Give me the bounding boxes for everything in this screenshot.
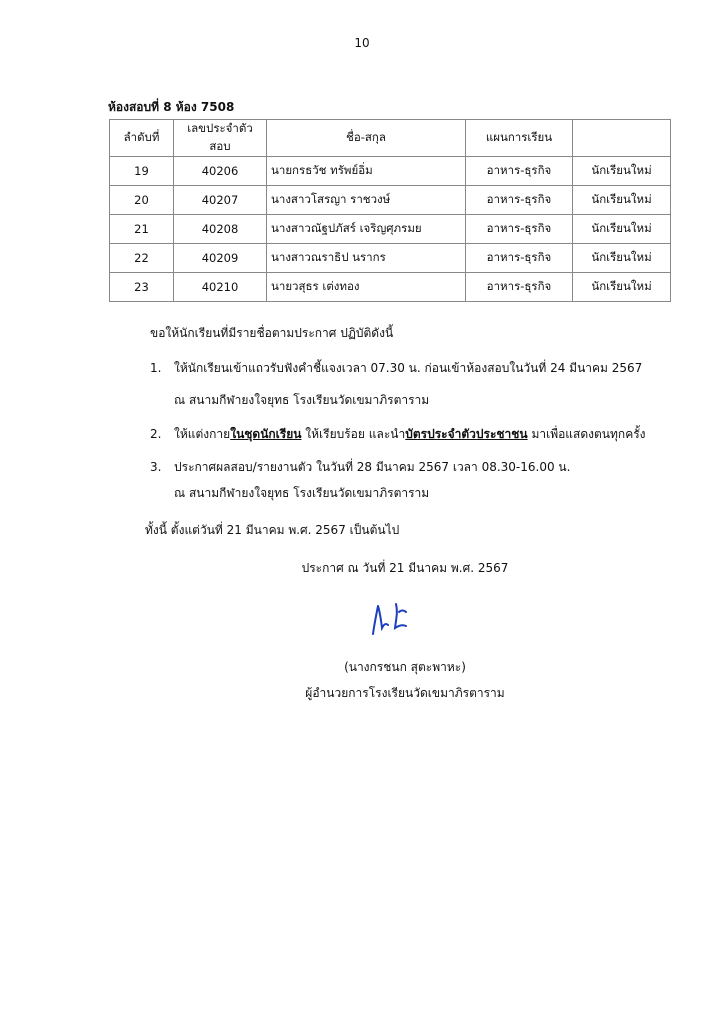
item-text: ให้เรียบร้อย และนำ bbox=[301, 427, 406, 441]
signature-icon bbox=[368, 598, 418, 638]
signer-title: ผู้อำนวยการโรงเรียนวัดเขมาภิรตาราม bbox=[305, 686, 505, 700]
cell-order: 22 bbox=[110, 244, 174, 273]
exam-room-table bbox=[109, 119, 671, 302]
item-number: 1. bbox=[150, 361, 162, 375]
cell-order: 21 bbox=[110, 215, 174, 244]
cell-program: อาหาร-ธุรกิจ bbox=[466, 244, 573, 273]
cell-order: 23 bbox=[110, 273, 174, 302]
cell-order: 20 bbox=[110, 186, 174, 215]
item-number: 2. bbox=[150, 427, 162, 441]
cell-program: อาหาร-ธุรกิจ bbox=[466, 186, 573, 215]
cell-program: อาหาร-ธุรกิจ bbox=[466, 157, 573, 186]
cell-exam-id: 40208 bbox=[174, 215, 267, 244]
item-text: ให้นักเรียนเข้าแถวรับฟังคำชี้แจงเวลา 07.30 น. ก่อนเข้าห้องสอบในวันที่ 24 มีนาคม 2567 bbox=[174, 361, 643, 375]
cell-exam-id: 40210 bbox=[174, 273, 267, 302]
announcement-date: ประกาศ ณ วันที่ 21 มีนาคม พ.ศ. 2567 bbox=[301, 561, 509, 575]
instruction-item-1-continued: ณ สนามกีฬายงใจยุทธ โรงเรียนวัดเขมาภิรตาราม bbox=[174, 393, 430, 407]
instructions-intro: ขอให้นักเรียนที่มีรายชื่อตามประกาศ ปฏิบัติดังนี้ bbox=[150, 326, 394, 340]
uniform-emphasis: ในชุดนักเรียน bbox=[230, 427, 302, 441]
table-header-row bbox=[110, 120, 671, 157]
item-text: ให้แต่งกาย bbox=[174, 427, 231, 441]
table-row bbox=[110, 244, 671, 273]
table-row bbox=[110, 215, 671, 244]
cell-status: นักเรียนใหม่ bbox=[573, 273, 671, 302]
cell-program: อาหาร-ธุรกิจ bbox=[466, 273, 573, 302]
cell-status: นักเรียนใหม่ bbox=[573, 244, 671, 273]
cell-exam-id: 40207 bbox=[174, 186, 267, 215]
table-row bbox=[110, 157, 671, 186]
effective-date: ทั้งนี้ ตั้งแต่วันที่ 21 มีนาคม พ.ศ. 2567 เป็นต้นไป bbox=[145, 523, 400, 537]
cell-status: นักเรียนใหม่ bbox=[573, 157, 671, 186]
header-exam-id: เลขประจำตัวสอบ bbox=[174, 120, 267, 157]
table-row bbox=[110, 273, 671, 302]
header-status bbox=[573, 120, 671, 157]
table-row bbox=[110, 186, 671, 215]
item-text: ประกาศผลสอบ/รายงานตัว ในวันที่ 28 มีนาคม 2567 เวลา 08.30-16.00 น. bbox=[174, 460, 571, 474]
room-heading: ห้องสอบที่ 8 ห้อง 7508 bbox=[108, 100, 235, 114]
instruction-item-3 bbox=[150, 458, 570, 477]
cell-exam-id: 40206 bbox=[174, 157, 267, 186]
instruction-item-1 bbox=[150, 359, 642, 378]
cell-name: นางสาวณราธิป นรากร bbox=[267, 244, 466, 273]
header-order: ลำดับที่ bbox=[110, 120, 174, 157]
item-number: 3. bbox=[150, 460, 162, 474]
cell-name: นายวสุธร เต่งทอง bbox=[267, 273, 466, 302]
page-number: 10 bbox=[354, 36, 370, 50]
cell-name: นายกรธวัช ทรัพย์อิ่ม bbox=[267, 157, 466, 186]
cell-order: 19 bbox=[110, 157, 174, 186]
signer-name: (นางกรชนก สุตะพาหะ) bbox=[344, 660, 466, 674]
item-text: มาเพื่อแสดงตนทุกครั้ง bbox=[527, 427, 646, 441]
header-name: ชื่อ-สกุล bbox=[267, 120, 466, 157]
signature-image bbox=[368, 598, 418, 642]
cell-status: นักเรียนใหม่ bbox=[573, 186, 671, 215]
id-card-emphasis: บัตรประจำตัวประชาชน bbox=[405, 427, 528, 441]
cell-name: นางสาวณัฐปภัสร์ เจริญศุภรมย bbox=[267, 215, 466, 244]
cell-exam-id: 40209 bbox=[174, 244, 267, 273]
header-program: แผนการเรียน bbox=[466, 120, 573, 157]
instruction-item-2 bbox=[150, 425, 646, 444]
cell-program: อาหาร-ธุรกิจ bbox=[466, 215, 573, 244]
instruction-item-3-continued: ณ สนามกีฬายงใจยุทธ โรงเรียนวัดเขมาภิรตาราม bbox=[174, 486, 430, 500]
cell-status: นักเรียนใหม่ bbox=[573, 215, 671, 244]
cell-name: นางสาวโสรญา ราชวงษ์ bbox=[267, 186, 466, 215]
